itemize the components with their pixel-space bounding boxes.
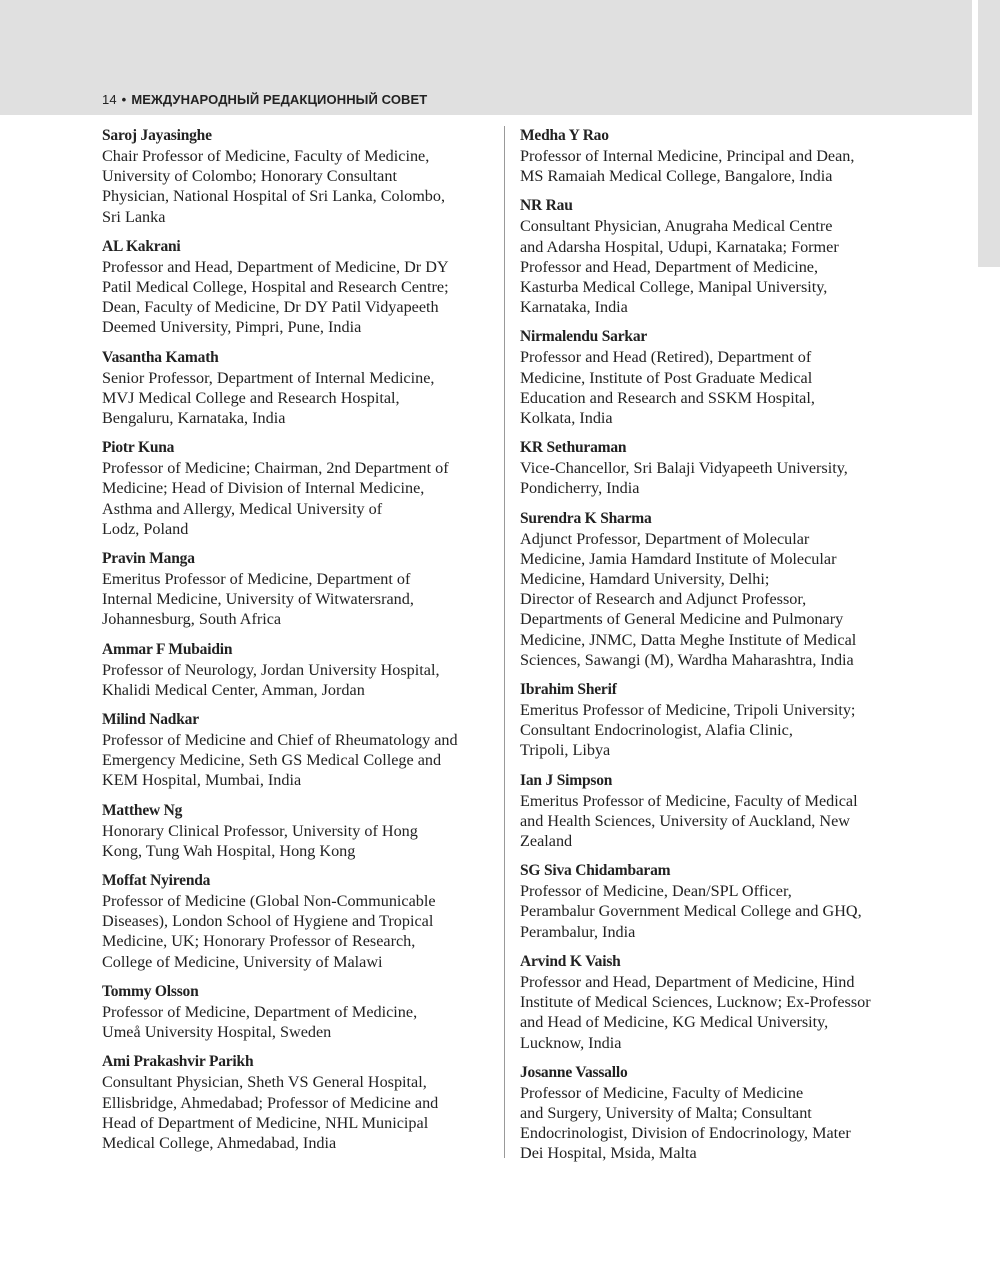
affiliation-line: Adjunct Professor, Department of Molecular [520,529,810,548]
board-member-entry [102,348,497,429]
affiliation-line: Professor of Neurology, Jordan University Hospital, [102,660,440,679]
affiliation-line: Dean, Faculty of Medicine, Dr DY Patil Vidyapeeth [102,298,439,317]
affiliation-line: Perambalur Government Medical College and GHQ, [520,902,862,921]
member-affiliation [102,660,497,700]
member-name: Moffat Nyirenda [102,872,211,890]
affiliation-line: Professor of Medicine, Dean/SPL Officer, [520,882,792,901]
affiliation-line: Professor of Medicine and Chief of Rheumatology and [102,731,458,750]
affiliation-line: Johannesburg, South Africa [102,610,282,629]
board-member-entry [102,237,497,338]
affiliation-line: Institute of Medical Sciences, Lucknow; Ex-Professor [520,993,871,1012]
member-name: Nirmalendu Sarkar [520,328,648,346]
board-member-entry [520,126,920,186]
affiliation-line: Professor of Medicine (Global Non-Communicable [102,892,436,911]
member-name: Matthew Ng [102,801,183,819]
affiliation-line: MVJ Medical College and Research Hospital, [102,388,400,407]
board-member-entry [520,861,920,942]
affiliation-line: Consultant Endocrinologist, Alafia Clinic, [520,721,793,740]
affiliation-line: Medicine, JNMC, Datta Meghe Institute of Medical [520,630,857,649]
affiliation-line: Professor of Medicine, Faculty of Medicine [520,1083,804,1102]
affiliation-line: Emeritus Professor of Medicine, Tripoli University; [520,701,856,720]
member-affiliation [520,216,920,317]
affiliation-line: Consultant Physician, Anugraha Medical Centre [520,217,833,236]
affiliation-line: and Adarsha Hospital, Udupi, Karnataka; Former [520,237,839,256]
member-name: Ami Prakashvir Parikh [102,1053,254,1071]
member-name: Vasantha Kamath [102,348,219,366]
member-name: Ian J Simpson [520,771,613,789]
right-column [520,126,920,1174]
member-affiliation [102,730,497,791]
board-member-entry [520,680,920,761]
member-affiliation [102,368,497,429]
board-member-entry [102,549,497,630]
member-name: Arvind K Vaish [520,952,621,970]
affiliation-line: Professor and Head (Retired), Department of [520,348,812,367]
affiliation-line: Sciences, Sawangi (M), Wardha Maharashtra, India [520,650,854,669]
member-affiliation [102,257,497,338]
board-member-entry [102,640,497,700]
affiliation-line: and Surgery, University of Malta; Consultant [520,1103,812,1122]
member-affiliation [520,347,920,428]
left-column [102,126,497,1163]
member-affiliation [102,569,497,630]
affiliation-line: Asthma and Allergy, Medical University of [102,499,383,518]
member-name: AL Kakrani [102,237,181,255]
affiliation-line: Chair Professor of Medicine, Faculty of Medicine, [102,147,430,165]
board-member-entry [520,509,920,670]
affiliation-line: Kong, Tung Wah Hospital, Hong Kong [102,841,356,860]
member-name: Tommy Olsson [102,982,199,1000]
board-member-entry [102,982,497,1042]
affiliation-line: Internal Medicine, University of Witwatersrand, [102,590,414,609]
affiliation-line: Senior Professor, Department of Internal Medicine, [102,368,435,387]
board-member-entry [102,710,497,791]
affiliation-line: Professor of Medicine, Department of Medicine, [102,1002,418,1021]
bullet-separator: • [121,92,127,107]
affiliation-line: Sri Lanka [102,207,166,226]
member-affiliation [102,1072,497,1153]
affiliation-line: University of Colombo; Honorary Consultant [102,167,397,186]
board-member-entry [520,1063,920,1164]
member-name: Josanne Vassallo [520,1063,628,1081]
affiliation-line: Umeå University Hospital, Sweden [102,1023,332,1042]
member-affiliation [102,891,497,972]
affiliation-line: KEM Hospital, Mumbai, India [102,771,302,790]
affiliation-line: Emergency Medicine, Seth GS Medical College and [102,751,442,770]
member-name: Medha Y Rao [520,127,609,144]
side-thumb-tab [978,0,1000,267]
affiliation-line: Medical College, Ahmedabad, India [102,1133,337,1152]
affiliation-line: Professor and Head, Department of Medicine, Dr DY [102,257,449,276]
affiliation-line: Honorary Clinical Professor, University of Hong [102,821,418,840]
affiliation-line: Emeritus Professor of Medicine, Department of [102,570,411,589]
member-affiliation [102,1002,497,1042]
affiliation-line: Karnataka, India [520,298,628,317]
affiliation-line: Tripoli, Libya [520,741,611,760]
affiliation-line: Endocrinologist, Division of Endocrinology, Mater [520,1124,851,1143]
affiliation-line: Ellisbridge, Ahmedabad; Professor of Medicine and [102,1093,439,1112]
affiliation-line: Diseases), London School of Hygiene and Tropical [102,912,434,931]
affiliation-line: Consultant Physician, Sheth VS General Hospital, [102,1073,427,1092]
affiliation-line: Deemed University, Pimpri, Pune, India [102,318,362,337]
affiliation-line: Medicine, UK; Honorary Professor of Research, [102,932,416,951]
member-affiliation [520,791,920,852]
affiliation-line: Kasturba Medical College, Manipal University, [520,278,828,297]
section-title: МЕЖДУНАРОДНЫЙ РЕДАКЦИОННЫЙ СОВЕТ [131,92,428,107]
affiliation-line: Patil Medical College, Hospital and Research Centre; [102,278,449,297]
page-number: 14 [102,92,117,107]
board-member-entry [520,438,920,498]
affiliation-line: Perambalur, India [520,922,636,941]
affiliation-line: Education and Research and SSKM Hospital, [520,388,815,407]
board-member-entry [102,126,497,227]
member-affiliation [520,146,920,186]
affiliation-line: and Health Sciences, University of Auckland, New [520,811,850,830]
member-name: NR Rau [520,197,573,215]
member-affiliation [520,458,920,498]
board-member-entry [520,771,920,852]
affiliation-line: Head of Department of Medicine, NHL Municipal [102,1113,429,1132]
affiliation-line: Professor of Medicine; Chairman, 2nd Department of [102,459,449,478]
member-affiliation [520,700,920,761]
affiliation-line: Vice-Chancellor, Sri Balaji Vidyapeeth University, [520,459,848,478]
affiliation-line: Director of Research and Adjunct Professor, [520,590,807,609]
board-member-entry [102,801,497,861]
affiliation-line: Zealand [520,832,573,851]
affiliation-line: Professor of Internal Medicine, Principal and Dean, [520,147,855,165]
affiliation-line: Professor and Head, Department of Medicine, [520,257,819,276]
affiliation-line: MS Ramaiah Medical College, Bangalore, India [520,167,833,186]
affiliation-line: Lodz, Poland [102,519,189,538]
board-member-entry [102,1052,497,1153]
affiliation-line: and Head of Medicine, KG Medical University, [520,1013,829,1032]
member-affiliation [520,529,920,670]
affiliation-line: Physician, National Hospital of Sri Lanka, Colombo, [102,187,446,206]
affiliation-line: Dei Hospital, Msida, Malta [520,1144,697,1163]
affiliation-line: Departments of General Medicine and Pulmonary [520,610,844,629]
affiliation-line: Emeritus Professor of Medicine, Faculty of Medical [520,791,858,810]
member-name: KR Sethuraman [520,439,627,457]
member-name: Milind Nadkar [102,711,199,729]
member-name: Saroj Jayasinghe [102,127,212,144]
member-affiliation [102,146,497,227]
board-member-entry [520,196,920,317]
affiliation-line: Professor and Head, Department of Medicine, Hind [520,972,855,991]
affiliation-line: Medicine, Hamdard University, Delhi; [520,570,770,589]
member-affiliation [520,881,920,942]
board-member-entry [102,438,497,539]
board-member-entry [102,871,497,972]
affiliation-line: Khalidi Medical Center, Amman, Jordan [102,680,365,699]
affiliation-line: Bengaluru, Karnataka, India [102,409,286,428]
affiliation-line: College of Medicine, University of Malawi [102,952,383,971]
column-divider [504,126,505,1158]
affiliation-line: Pondicherry, India [520,479,640,498]
member-name: Pravin Manga [102,550,195,568]
member-name: Piotr Kuna [102,439,175,457]
affiliation-line: Medicine, Jamia Hamdard Institute of Molecular [520,549,837,568]
board-member-entry [520,327,920,428]
member-name: SG Siva Chidambaram [520,862,671,880]
member-name: Ibrahim Sherif [520,681,617,699]
member-affiliation [520,972,920,1053]
affiliation-line: Kolkata, India [520,409,613,428]
board-member-entry [520,952,920,1053]
affiliation-line: Medicine, Institute of Post Graduate Medical [520,368,813,387]
member-name: Ammar F Mubaidin [102,640,233,658]
member-affiliation [102,821,497,861]
running-head [102,92,427,107]
affiliation-line: Lucknow, India [520,1033,622,1052]
member-name: Surendra K Sharma [520,509,652,527]
affiliation-line: Medicine; Head of Division of Internal Medicine, [102,479,425,498]
member-affiliation [520,1083,920,1164]
member-affiliation [102,458,497,539]
